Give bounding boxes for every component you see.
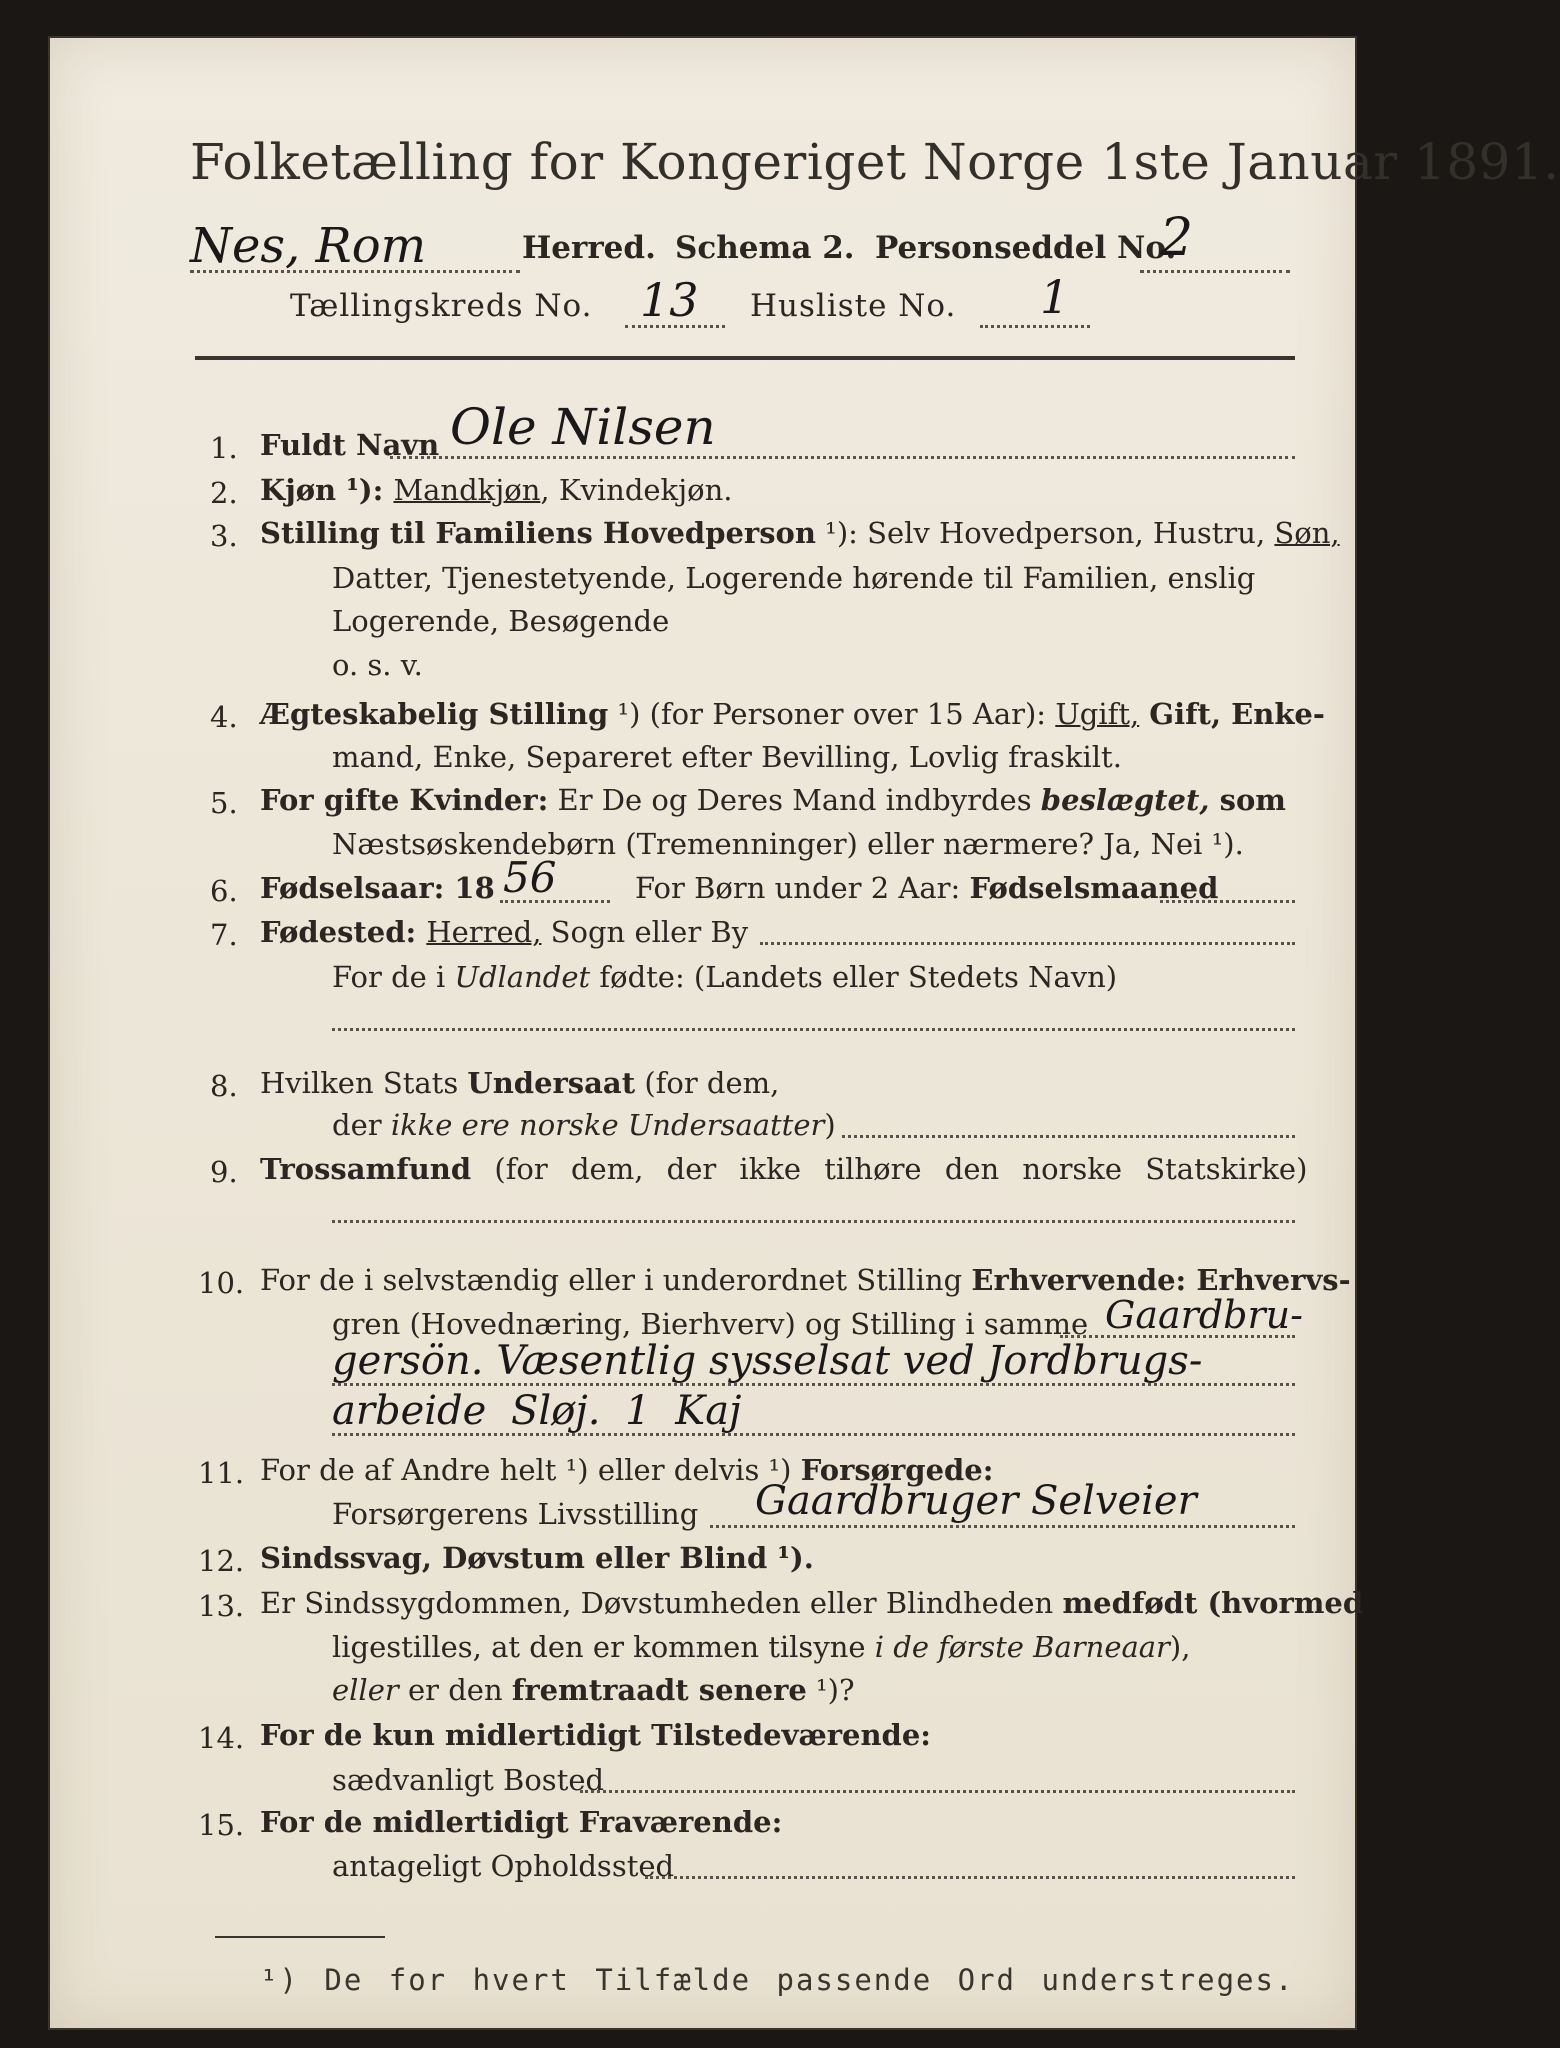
q1-line [390,456,1295,459]
q8-hvilken: Hvilken Stats [260,1066,468,1100]
q1-label: Fuldt Navn [260,428,440,462]
q10-hw3: arbeide Sløj. 1 Kaj [332,1388,742,1434]
q6-year-value: 56 [503,853,557,902]
q8-for-dem: (for dem, [635,1066,780,1100]
q10-line1 [260,1263,1351,1297]
q8-line2-dots [842,1135,1295,1138]
q4-condition: ¹) (for Personer over 15 Aar): [608,697,1056,731]
q11-line2: Forsørgerens Livsstilling [332,1497,699,1531]
q12-number: 12. [198,1544,245,1578]
q14-dots [580,1790,1295,1793]
q13-line1 [260,1586,1364,1620]
q6-under2 [635,871,1219,905]
herred-value: Nes, Rom [190,218,427,274]
q10-line4-dots [332,1433,1295,1436]
q4-number: 4. [210,700,238,734]
footnote-rule [215,1936,385,1938]
q7-herred: Herred, [426,915,542,949]
kreds-value: 13 [640,273,699,327]
q14-line2: sædvanligt Bosted [332,1763,605,1797]
q3-son: Søn, [1274,516,1340,550]
q2-kjon: Kjøn ¹): [260,473,394,507]
q7-line2 [332,960,1118,994]
q15-number: 15. [198,1808,245,1842]
q4-gift: Gift, Enke- [1139,697,1325,731]
q10-line3-dots [332,1383,1295,1386]
q5-question: Er De og Deres Mand indbyrdes [548,783,1041,817]
q10-line2: gren (Hovednæring, Bierhverv) og Stilling i samme [332,1307,1089,1341]
q10-hw2: gersön. Væsentlig sysselsat ved Jordbrugs- [332,1338,1203,1384]
q9-trossamfund: Trossamfund [260,1152,472,1186]
personseddel-value: 2 [1160,208,1194,268]
q11-hw: Gaardbruger Selveier [755,1478,1197,1524]
q14-number: 14. [198,1721,245,1755]
kreds-label: Tællingskreds No. [290,288,593,324]
q15-line2: antageligt Opholdssted [332,1849,675,1883]
schema-label: Schema 2. [675,230,855,266]
q6-number: 6. [210,874,238,908]
header-rule [195,356,1295,360]
q9-number: 9. [210,1155,238,1189]
q7-number: 7. [210,918,238,952]
q6-under2-text: For Børn under 2 Aar: [635,871,970,905]
q2-kvindekjon: , Kvindekjøn. [540,473,733,507]
q2-mandkjon: Mandkjøn [393,473,541,507]
q6-maaned-dots [1160,900,1295,903]
q7-line3-dots [332,1028,1295,1031]
kreds-dots [625,325,725,328]
q11-number: 11. [198,1456,245,1490]
q10-erhvervs: Erhvervs- [1186,1263,1351,1297]
q9-condition: (for dem, der ikke tilhøre den norske Statskirke) [471,1152,1308,1186]
q8-der: der [332,1108,391,1142]
q2-text [260,473,733,507]
q15-dots [645,1876,1295,1879]
q13-medfodt: medfødt [1062,1586,1198,1620]
form-title: Folketælling for Kongeriget Norge 1ste Januar 1891. [190,133,1560,191]
q3-stilling-label: Stilling til Familiens Hovedperson [260,516,816,550]
q13-line3 [332,1673,855,1707]
q5-label: For gifte Kvinder: [260,783,549,817]
q10-for-de: For de i selvstændig eller i underordnet Stilling [260,1263,972,1297]
q3-options: ¹): Selv Hovedperson, Hustru, [815,516,1275,550]
q5-line1 [260,783,1286,817]
q4-label: Ægteskabelig Stilling [260,697,609,731]
q8-line1 [260,1066,780,1100]
q13-line2 [332,1630,1191,1664]
q13-er-den: er den [398,1673,512,1707]
q7-label: Fødested: [260,915,427,949]
q8-line2: der ikke ere norske Undersaatter) [332,1108,836,1142]
q13-senere: fremtraadt senere [511,1673,807,1707]
q1-name-value: Ole Nilsen [450,398,716,456]
q7-sogn: Sogn eller By [541,915,749,949]
husliste-label: Husliste No. [750,288,957,324]
q8-number: 8. [210,1069,238,1103]
q10-number: 10. [198,1266,245,1300]
q9-line2-dots [332,1220,1295,1223]
husliste-dots [980,325,1090,328]
q13-eller: eller [332,1673,399,1707]
q13-barneaar: i de første Barneaar [874,1630,1170,1664]
q6-year-dots [500,900,610,903]
q7-udlandet: Udlandet [454,960,591,994]
q15-line1: For de midlertidigt Fraværende: [260,1805,783,1839]
census-form [50,38,1560,2028]
q4-line2: mand, Enke, Separeret efter Bevilling, Lovlig fraskilt. [332,740,1122,774]
q11-for-de: For de af Andre helt ¹) eller delvis ¹) [260,1453,801,1487]
q1-number: 1. [210,431,238,465]
q2-number: 2. [210,476,238,510]
herred-label: Herred. [522,230,656,266]
q6-label: Fødselsaar: 18 [260,871,495,905]
q7-line1-dots [760,942,1295,945]
q3-number: 3. [210,519,238,553]
q3-line3: Logerende, Besøgende [332,604,670,638]
q13-er: Er Sindssygdommen, Døvstumheden eller Blindheden [260,1586,1063,1620]
q11-line2-dots [710,1525,1295,1528]
q14-line1: For de kun midlertidigt Tilstedeværende: [260,1718,931,1752]
q10-erhvervende: Erhvervende: [971,1263,1187,1297]
q3-line2: Datter, Tjenestetyende, Logerende hørende til Familien, enslig [332,561,1256,595]
q13-number: 13. [198,1589,245,1623]
q8-undersaat: Undersaat [467,1066,636,1100]
q13-hvormed: (hvormed [1197,1586,1364,1620]
herred-dots [190,270,520,273]
q4-line1 [260,697,1325,731]
q13-close: ), [1169,1630,1191,1664]
q5-beslaegtet: beslægtet, [1040,783,1210,817]
q7-line1 [260,915,749,949]
q13-ligestilles: ligestilles, at den er kommen tilsyne [332,1630,875,1664]
q5-line2: Næstsøskendebørn (Tremenninger) eller nærmere? Ja, Nei ¹). [332,827,1244,861]
q13-fn: ¹)? [806,1673,855,1707]
husliste-value: 1 [1040,270,1070,324]
q6-maaned-label: Fødselsmaaned [969,871,1219,905]
q3-line1 [260,516,1340,550]
q9-line1 [260,1152,1308,1186]
q11-forsorgede: Forsørgede: [800,1453,994,1487]
q7-for-de: For de i [332,960,455,994]
footnote: ¹) De for hvert Tilfælde passende Ord understreges. [260,1963,1295,1997]
q12-label: Sindssvag, Døvstum eller Blind ¹). [260,1541,814,1575]
q3-line4: o. s. v. [332,648,423,682]
personseddel-dots [1140,270,1290,273]
q10-hw1: Gaardbru- [1105,1293,1303,1337]
q5-som: som [1209,783,1286,817]
q4-ugift: Ugift, [1055,697,1140,731]
personseddel-label: Personseddel No. [875,230,1177,266]
q7-fodte: fødte: (Landets eller Stedets Navn) [590,960,1118,994]
q5-number: 5. [210,786,238,820]
q8-ikke-norske: ikke ere norske Undersaatter [390,1108,825,1142]
